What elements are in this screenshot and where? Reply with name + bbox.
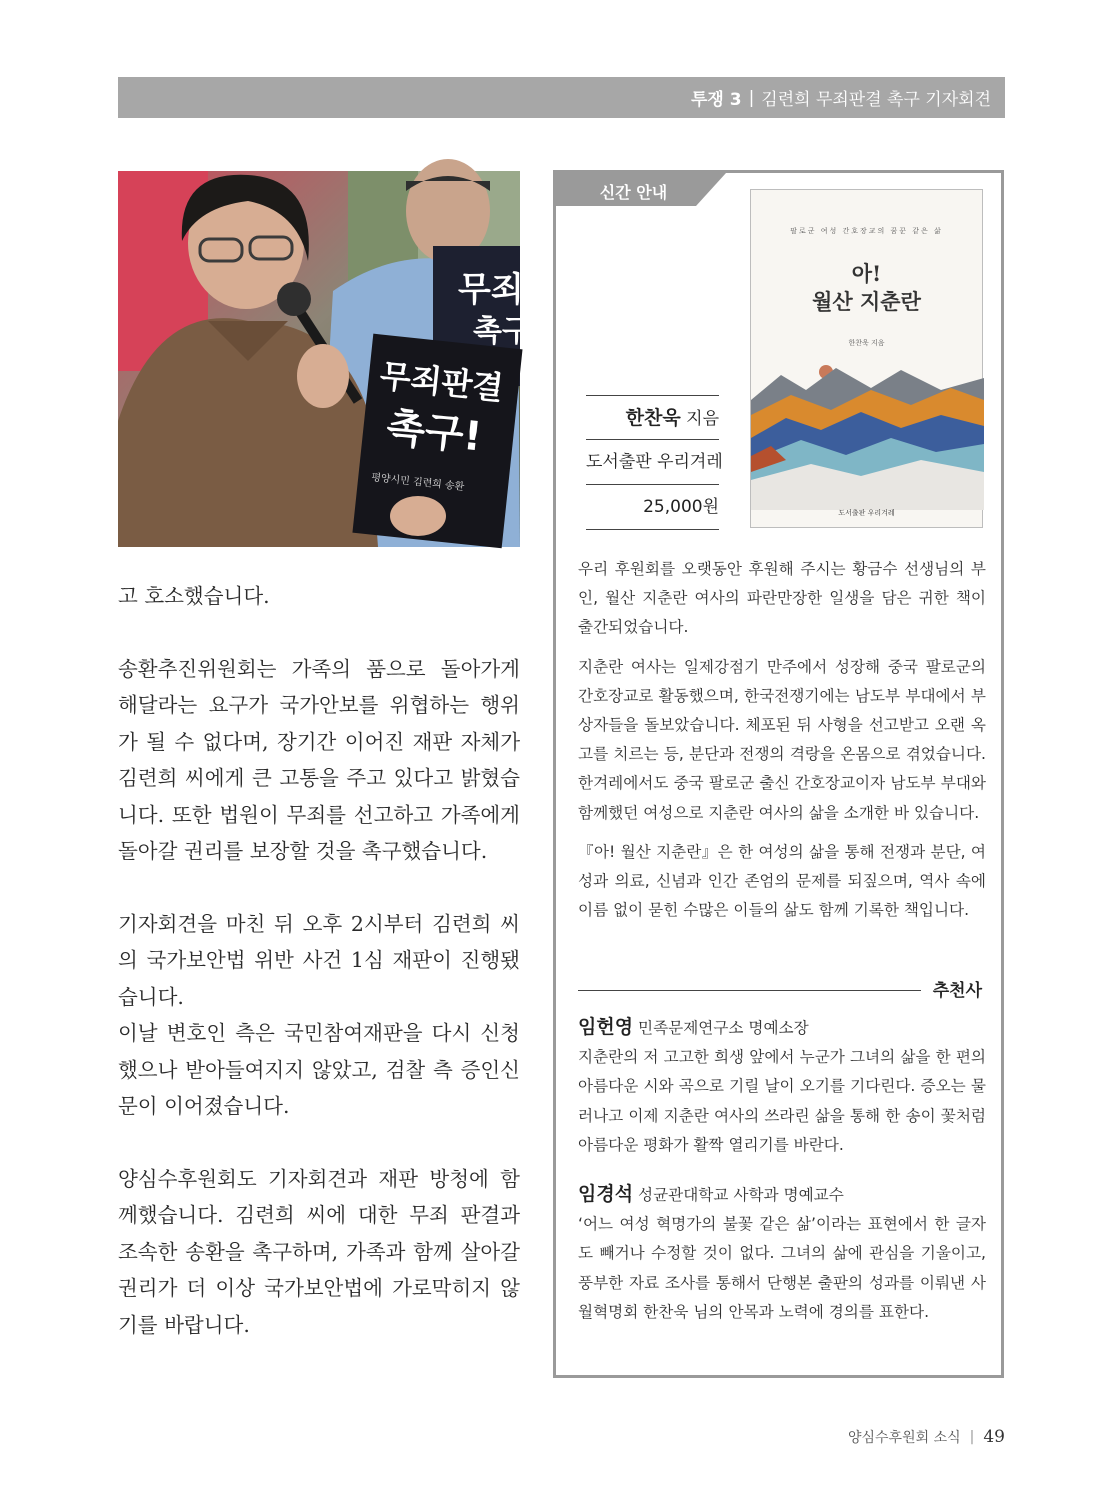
cover-title-line1: 아! [851,261,882,286]
book-cover [750,189,983,528]
header-separator: | [748,87,755,108]
book-author: 한찬욱 [625,407,681,429]
recommender-name: 임경석 [578,1183,634,1205]
book-publisher: 도서출판 우리겨레 [586,440,719,485]
article-body [118,578,520,1343]
section-title: 김련희 무죄판결 촉구 기자회견 [761,90,991,110]
cover-subtitle: 팔로군 여성 간호장교의 꿈꾼 같은 삶 [790,227,943,235]
section-label: 투쟁 3 [690,90,742,110]
page-number: 49 [983,1427,1005,1447]
recommender-title: 민족문제연구소 명예소장 [638,1019,809,1037]
recommender-name: 임헌영 [578,1016,634,1038]
book-info [586,395,723,530]
new-book-box [553,170,1004,1378]
sign-main-text: 무죄판결 [378,356,505,408]
book-paragraph: 지춘란 여사는 일제강점기 만주에서 성장해 중국 팔로군의 간호장교로 활동했으며, 한국전쟁기에는 남도부 부대에서 부상자들을 돌보았습니다. 체포된 뒤 사형을 선고받고 오랜 옥고를 치르는 등, 분단과 전쟁의 격랑을 온몸으로 겪었습니다. 한겨레에서도 중국 팔로군 출신 간호장교이자 남도부 부대와 함께했던 여성으로 지춘란 여사의 삶을 소개한 바 있습니다. [578,657,986,822]
recommendation-text: 지춘란의 저 고고한 희생 앞에서 누군가 그녀의 삶을 한 편의 아름다운 시와 곡으로 기릴 날이 오기를 기다린다. 증오는 물러나고 이제 지춘란 여사의 쓰라린 삶을 통해 한 송이 꽃처럼 아름다운 평화가 활짝 열리기를 바란다. [578,1048,986,1154]
new-book-tab [556,173,726,209]
photo-illustration [118,171,531,547]
section-header-bar [118,77,1005,118]
book-author-suffix: 지음 [686,409,719,429]
press-conference-photo [118,171,531,547]
recommendation-text: ‘어느 여성 혁명가의 불꽃 같은 삶’이라는 표현에서 한 글자도 빼거나 수정할 것이 없다. 그녀의 삶에 관심을 기울이고, 풍부한 자료 조사를 통해서 단행본 출판의 성과를 이뤄낸 사월혁명회 한찬욱 님의 안목과 노력에 경의를 표한다. [578,1215,986,1321]
sign-small-text: 평양시민 김련희 송환 [370,472,465,493]
recommendation-1 [578,1013,986,1160]
book-price: 25,000원 [586,485,719,530]
recommendation-divider [578,990,921,991]
article-paragraph: 이날 변호인 측은 국민참여재판을 다시 신청했으나 받아들여지지 않았고, 검찰 측 증인신문이 이어졌습니다. [118,1021,520,1118]
book-paragraph: 『아! 월산 지춘란』은 한 여성의 삶을 통해 전쟁과 분단, 여성과 의료, 신념과 인간 존엄의 문제를 되짚으며, 역사 속에 이름 없이 묻힌 수많은 이들의 삶도 함께 기록한 책입니다. [578,842,986,920]
footer-separator: | [969,1429,975,1445]
article-paragraph: 고 호소했습니다. [118,584,270,608]
sign-sub-text: 촉구! [384,404,485,461]
new-book-tab-label: 신간 안내 [599,182,668,202]
article-paragraph: 송환추진위원회는 가족의 품으로 돌아가게 해달라는 요구가 국가안보를 위협하는 행위가 될 수 없다며, 장기간 이어진 재판 자체가 김련희 씨에게 큰 고통을 주고 있다고 밝혔습니다. 또한 법원이 무죄를 선고하고 가족에게 돌아갈 권리를 보장할 것을 촉구했습니다. [118,656,520,863]
page-footer [848,1427,1005,1447]
cover-title-line2: 월산 지춘란 [812,289,921,314]
recommender-title: 성균관대학교 사학과 명예교수 [638,1186,844,1204]
cover-mountain-illustration [751,360,984,510]
book-paragraph: 우리 후원회를 오랫동안 후원해 주시는 황금수 선생님의 부인, 월산 지춘란 여사의 파란만장한 일생을 담은 귀한 책이 출간되었습니다. [578,560,986,637]
cover-author: 한찬욱 지음 [848,339,885,347]
book-description [578,555,986,925]
background-sign-text: 무죄 [458,270,524,310]
publication-name: 양심수후원회 소식 [847,1430,961,1446]
article-paragraph: 기자회견을 마친 뒤 오후 2시부터 김련희 씨의 국가보안법 위반 사건 1심 재판이 진행됐습니다. [118,911,520,1009]
book-author-row [586,395,719,440]
recommendation-label: 추천사 [932,981,982,1001]
recommendation-2 [578,1180,986,1327]
background-sign-text-2: 촉구 [473,314,531,349]
article-paragraph: 양심수후원회도 기자회견과 재판 방청에 함께했습니다. 김련희 씨에 대한 무죄 판결과 조속한 송환을 촉구하며, 가족과 함께 살아갈 권리가 더 이상 국가보안법에 가로막히지 않기를 바랍니다. [118,1166,520,1337]
cover-publisher: 도서출판 우리겨레 [838,509,895,517]
